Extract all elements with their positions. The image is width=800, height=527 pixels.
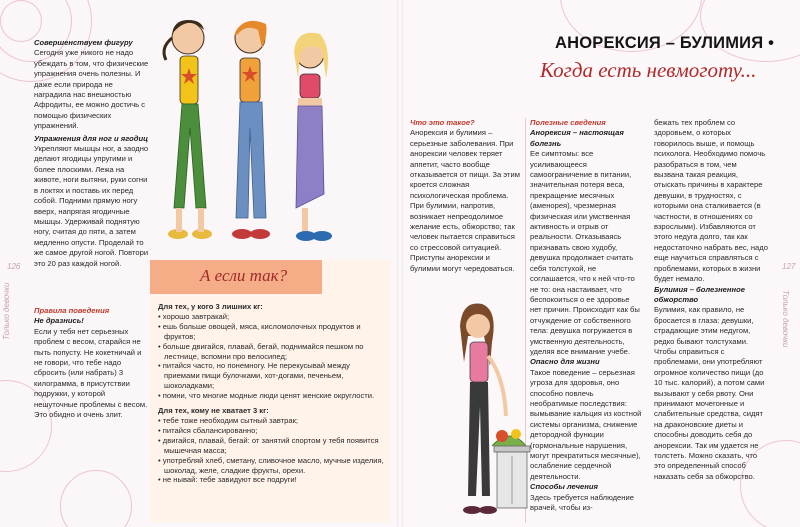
rules-heading: Правила поведения xyxy=(34,306,110,315)
girl-middle-figure xyxy=(232,21,270,239)
girl-trash-illustration xyxy=(440,296,535,524)
girl-left-figure xyxy=(164,20,212,239)
anorexia-text: Ее симптомы: все усиливающееся самоограничение в питании, значительная потеря веса, прекращение месячных (аменорея), чрезмерная физическая или умственная активность и отрыв от реальности. Отказываясь признавать свою худобу, девушка продолжает считать себя толстухой, не соглашается, что к ней что-то не то: она настаивает, что беспокоиться о ее здоровье нет причин. Происходит как бы отчуждение от собственного тела: девушка погружается в умственную деятельность, уделяя все внимание учебе. xyxy=(530,149,640,356)
gain-tips-list xyxy=(158,312,386,401)
lose-tips-list xyxy=(158,416,386,485)
girl-right-figure xyxy=(294,33,332,241)
tip-item: • ешь больше овощей, мяса, кисломолочных продуктов и фруктов; xyxy=(158,321,361,341)
main-title: АНОРЕКСИЯ – БУЛИМИЯ • xyxy=(555,34,775,52)
lose-tips-heading: Для тех, кому не хватает 3 кг: xyxy=(158,406,269,416)
treatment-heading: Способы лечения xyxy=(530,482,598,492)
useful-info-column xyxy=(530,118,642,513)
tips-content xyxy=(158,302,386,485)
left-page-number: 126 xyxy=(7,262,21,271)
right-side-label: Только девочки xyxy=(781,290,790,348)
gain-tips-heading: Для тех, у кого 3 лишних кг: xyxy=(158,302,263,311)
leg-exercise-heading: Упражнения для ног и ягодиц xyxy=(34,133,149,143)
tip-item: • не нывай: тебе завидуют все подруги! xyxy=(158,475,297,485)
tip-item: • питайся сбалансированно; xyxy=(158,425,258,435)
left-side-label: Только девочки xyxy=(2,282,11,340)
bulimia-column xyxy=(654,118,768,482)
treatment-continued-text: бежать тех проблем со здоровьем, о которых говорилось выше, и помощь психолога. Необходимо помочь разобраться в том, чем вызвана такая реакция, отыскать причины в характере девушки, в трудностях, с которыми она сталкивается (в частности, в отношениях со взрослыми). Избавляются от этого недуга долго, так как недостаточно набрать вес, надо еще научиться справляться с проблемами, которых в жизни будет немало. xyxy=(654,118,768,284)
tips-title: А если так? xyxy=(200,266,288,285)
figure-intro: Сегодня уже никого не надо убеждать в том, что физические упражнения очень полезны. И даже если природа не наградила нас внешностью Афродиты, ее можно достичь с помощью физических упражнений. xyxy=(34,48,149,131)
rules-section xyxy=(34,306,150,420)
left-column xyxy=(34,38,150,269)
tip-item: • двигайся, плавай, бегай: от занятий спортом у тебя появится мышечная масса; xyxy=(158,435,379,455)
figure-heading: Совершенствуем фигуру xyxy=(34,38,133,47)
page-gutter xyxy=(397,0,403,527)
anorexia-heading: Анорексия – настоящая болезнь xyxy=(530,128,624,148)
rules-text: Если у тебя нет серьезных проблем с весом, старайся не пыть попусту. Не кокетничай и не говори, что тебе надо сбросить (или набрать) 3 килограмма, в присутствии подружки, у которой нешуточные проблемы с весом. Это обидно и очень злит. xyxy=(34,326,148,420)
what-is-text: Анорексия и булимия – серьезные заболевания. При анорексии человек теряет аппетит, часто вообще отказывается от пищи. За этим кроется сложная психологическая проблема. При булимии, напротив, возникает непреодолимое желание есть, обжорство; так человек пытается справиться со стрессовой ситуацией. Приступы анорексии и булимии могут чередоваться. xyxy=(410,128,520,273)
girls-illustration xyxy=(150,8,350,254)
tip-item: • больше двигайся, плавай, бегай, поднимайся пешком по лестнице, вспомни про велосипед; xyxy=(158,341,364,361)
bulimia-heading: Булимия – болезненное обжорство xyxy=(654,284,745,304)
leg-exercise-text: Укрепляют мышцы ног, а заодно делают ягодицы упругими и более плоскими. Лежа на животе, ноги вытяни, руки согни в локтях и поставь их перед собой. Подними прямую ногу вверх, напрягая ягодичные мышцы. Удерживай поднятую ногу, считая до пяти, а затем медленно опусти. Проделай то же самое другой ногой. Повтори это 20 раз каждой ногой. xyxy=(34,144,149,268)
tip-item: • употребляй хлеб, сметану, сливочное масло, мучные изделия, шоколад, желе, сладкие фрукты, орехи. xyxy=(158,455,384,475)
what-is-column xyxy=(410,118,522,274)
trash-can-icon xyxy=(492,429,530,508)
tip-item: • хорошо завтракай; xyxy=(158,311,230,321)
main-subtitle: Когда есть невмоготу... xyxy=(540,58,757,82)
rules-subheading: Не дразнись! xyxy=(34,316,84,326)
what-is-heading: Что это такое? xyxy=(410,118,475,127)
danger-heading: Опасно для жизни xyxy=(530,357,600,367)
tip-item: • помни, что многие модные люди ценят женские округлости. xyxy=(158,391,375,401)
useful-info-heading: Полезные сведения xyxy=(530,118,606,127)
treatment-text: Здесь требуется наблюдение врачей, чтобы из- xyxy=(530,492,634,513)
danger-text: Такое поведение – серьезная угроза для здоровья, оно способно повлечь необратимые последствия: вымывание кальция из костной системы организма, снижение детородной функции (гормональные нарушения, могут прекратиться месячные), ослабление сердечной деятельности. xyxy=(530,367,642,481)
tip-item: • питайся часто, но понемногу. Не перекусывай между приемами пищи булочками, хот-догами, печеньем, шоколадками; xyxy=(158,361,350,391)
right-page-number: 127 xyxy=(782,262,796,271)
tip-item: • тебе тоже необходим сытный завтрак; xyxy=(158,415,299,425)
bulimia-text: Булимия, как правило, не бросается в глаза: девушки, страдающие этим недугом, редко бывают толстухами. Чтобы справиться с проблемами, они употребляют огромное количество пищи (до 10 тыс. калорий), а потом сами вызывают у себя рвоту. Они принимают мочегонные и слабительные средства, сидят на драконовские диеты и способны доводить себя до анорексии. Так им удается не толстеть. Можно сказать, что это определенный способ наказать себя за обжорство. xyxy=(654,305,765,481)
